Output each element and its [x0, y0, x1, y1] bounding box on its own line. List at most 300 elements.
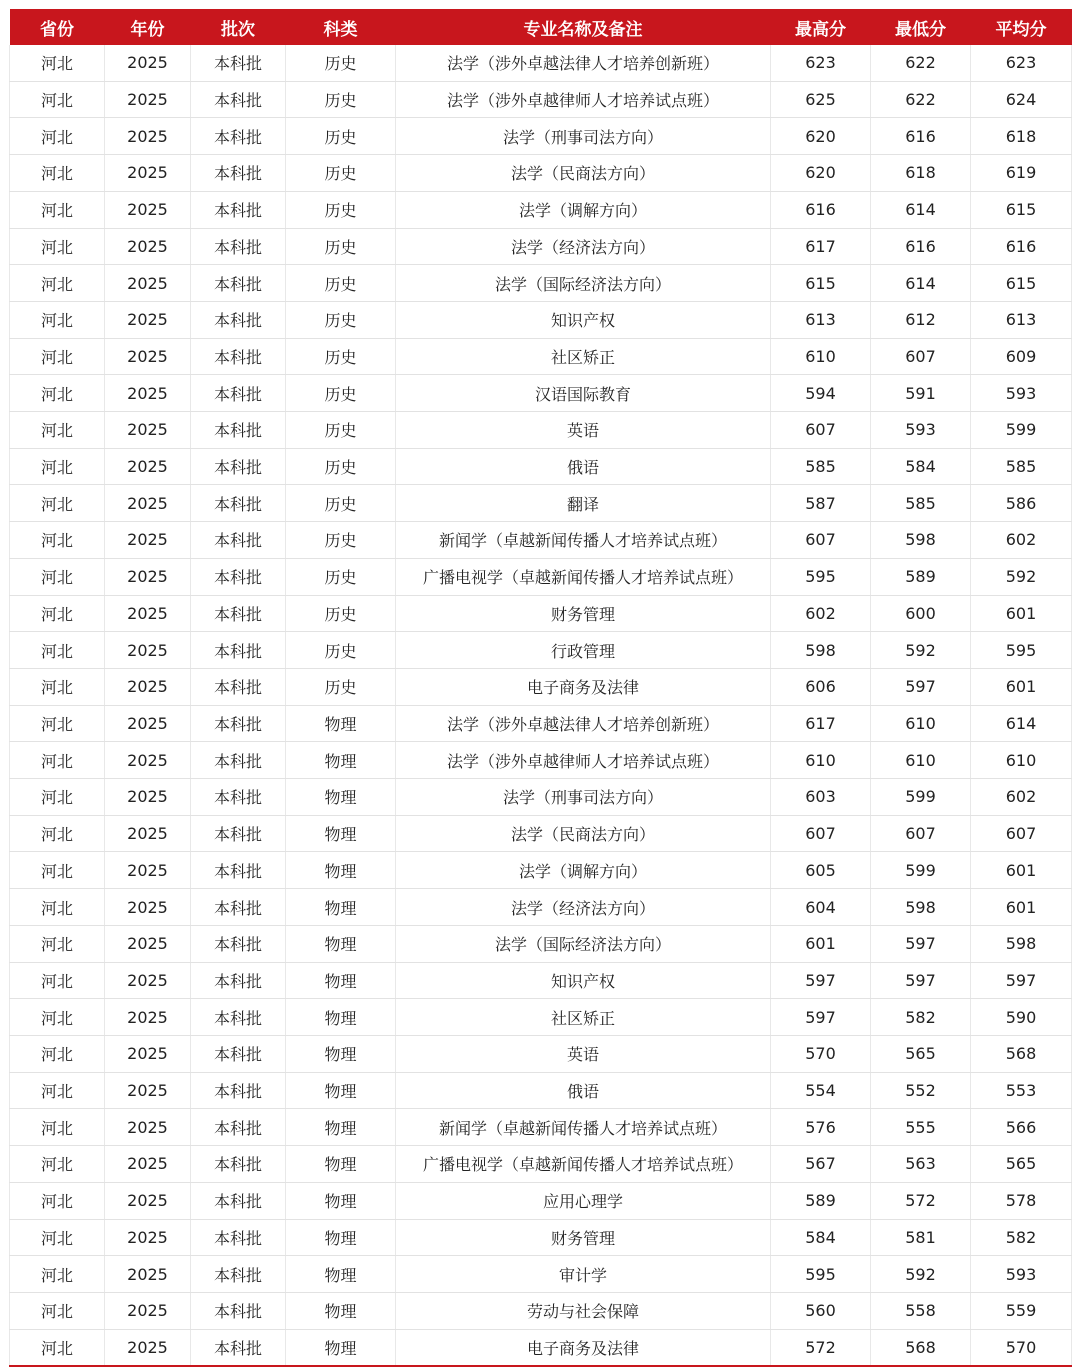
cell-batch: 本科批: [191, 1329, 286, 1366]
cell-subject-category: 物理: [286, 889, 396, 926]
cell-max-score: 585: [771, 448, 871, 485]
cell-subject-category: 历史: [286, 191, 396, 228]
table-row: [10, 228, 1072, 265]
cell-year: 2025: [105, 705, 191, 742]
table-row: [10, 375, 1072, 412]
cell-batch: 本科批: [191, 301, 286, 338]
cell-min-score: 598: [871, 889, 971, 926]
table-row: [10, 852, 1072, 889]
cell-min-score: 565: [871, 1035, 971, 1072]
cell-avg-score: 613: [971, 301, 1072, 338]
cell-avg-score: 592: [971, 558, 1072, 595]
cell-batch: 本科批: [191, 375, 286, 412]
cell-min-score: 597: [871, 668, 971, 705]
cell-max-score: 620: [771, 155, 871, 192]
cell-max-score: 554: [771, 1072, 871, 1109]
cell-major-name: 知识产权: [396, 962, 771, 999]
cell-min-score: 572: [871, 1182, 971, 1219]
cell-province: 河北: [10, 705, 105, 742]
cell-batch: 本科批: [191, 1146, 286, 1183]
cell-batch: 本科批: [191, 1109, 286, 1146]
cell-max-score: 607: [771, 522, 871, 559]
table-body: [10, 45, 1072, 1366]
cell-year: 2025: [105, 265, 191, 302]
cell-year: 2025: [105, 301, 191, 338]
cell-min-score: 610: [871, 742, 971, 779]
cell-year: 2025: [105, 1072, 191, 1109]
cell-year: 2025: [105, 962, 191, 999]
cell-major-name: 法学（刑事司法方向）: [396, 118, 771, 155]
cell-avg-score: 615: [971, 265, 1072, 302]
cell-year: 2025: [105, 1329, 191, 1366]
cell-subject-category: 物理: [286, 815, 396, 852]
cell-major-name: 新闻学（卓越新闻传播人才培养试点班）: [396, 1109, 771, 1146]
cell-avg-score: 590: [971, 999, 1072, 1036]
cell-avg-score: 601: [971, 595, 1072, 632]
cell-subject-category: 物理: [286, 705, 396, 742]
cell-province: 河北: [10, 962, 105, 999]
cell-max-score: 567: [771, 1146, 871, 1183]
cell-min-score: 607: [871, 338, 971, 375]
cell-major-name: 法学（涉外卓越法律人才培养创新班）: [396, 705, 771, 742]
cell-year: 2025: [105, 522, 191, 559]
cell-major-name: 知识产权: [396, 301, 771, 338]
cell-batch: 本科批: [191, 632, 286, 669]
cell-major-name: 法学（刑事司法方向）: [396, 779, 771, 816]
cell-max-score: 598: [771, 632, 871, 669]
cell-avg-score: 616: [971, 228, 1072, 265]
cell-batch: 本科批: [191, 999, 286, 1036]
cell-batch: 本科批: [191, 962, 286, 999]
cell-province: 河北: [10, 118, 105, 155]
cell-subject-category: 历史: [286, 265, 396, 302]
cell-min-score: 622: [871, 81, 971, 118]
cell-province: 河北: [10, 375, 105, 412]
table-row: [10, 962, 1072, 999]
cell-min-score: 591: [871, 375, 971, 412]
cell-subject-category: 历史: [286, 301, 396, 338]
cell-province: 河北: [10, 889, 105, 926]
cell-avg-score: 601: [971, 852, 1072, 889]
table-row: [10, 1109, 1072, 1146]
table-row: [10, 1219, 1072, 1256]
cell-major-name: 俄语: [396, 1072, 771, 1109]
cell-batch: 本科批: [191, 81, 286, 118]
cell-major-name: 劳动与社会保障: [396, 1292, 771, 1329]
cell-year: 2025: [105, 375, 191, 412]
cell-province: 河北: [10, 412, 105, 449]
cell-province: 河北: [10, 191, 105, 228]
table-row: [10, 1146, 1072, 1183]
cell-subject-category: 物理: [286, 925, 396, 962]
cell-subject-category: 历史: [286, 668, 396, 705]
cell-subject-category: 物理: [286, 1292, 396, 1329]
table-row: [10, 889, 1072, 926]
cell-province: 河北: [10, 45, 105, 81]
cell-major-name: 审计学: [396, 1256, 771, 1293]
cell-province: 河北: [10, 448, 105, 485]
cell-year: 2025: [105, 925, 191, 962]
cell-max-score: 613: [771, 301, 871, 338]
cell-max-score: 616: [771, 191, 871, 228]
cell-min-score: 612: [871, 301, 971, 338]
table-row: [10, 412, 1072, 449]
table-row: [10, 815, 1072, 852]
cell-avg-score: 559: [971, 1292, 1072, 1329]
cell-major-name: 广播电视学（卓越新闻传播人才培养试点班）: [396, 1146, 771, 1183]
cell-avg-score: 619: [971, 155, 1072, 192]
cell-max-score: 620: [771, 118, 871, 155]
cell-avg-score: 553: [971, 1072, 1072, 1109]
cell-subject-category: 历史: [286, 118, 396, 155]
cell-min-score: 581: [871, 1219, 971, 1256]
table-row: [10, 155, 1072, 192]
cell-batch: 本科批: [191, 412, 286, 449]
cell-batch: 本科批: [191, 228, 286, 265]
cell-min-score: 599: [871, 779, 971, 816]
cell-batch: 本科批: [191, 155, 286, 192]
cell-year: 2025: [105, 1109, 191, 1146]
table-row: [10, 81, 1072, 118]
cell-year: 2025: [105, 155, 191, 192]
table-row: [10, 265, 1072, 302]
table-row: [10, 191, 1072, 228]
cell-avg-score: 593: [971, 375, 1072, 412]
header-province: 省份: [10, 9, 105, 45]
cell-province: 河北: [10, 999, 105, 1036]
cell-province: 河北: [10, 1035, 105, 1072]
cell-max-score: 595: [771, 1256, 871, 1293]
cell-max-score: 587: [771, 485, 871, 522]
cell-avg-score: 615: [971, 191, 1072, 228]
header-min-score: 最低分: [871, 9, 971, 45]
cell-year: 2025: [105, 1292, 191, 1329]
table-header: [10, 9, 1072, 45]
cell-batch: 本科批: [191, 558, 286, 595]
cell-province: 河北: [10, 1219, 105, 1256]
cell-min-score: 552: [871, 1072, 971, 1109]
cell-year: 2025: [105, 191, 191, 228]
cell-major-name: 法学（涉外卓越律师人才培养试点班）: [396, 81, 771, 118]
cell-batch: 本科批: [191, 448, 286, 485]
cell-year: 2025: [105, 558, 191, 595]
cell-avg-score: 601: [971, 889, 1072, 926]
cell-max-score: 601: [771, 925, 871, 962]
cell-subject-category: 历史: [286, 595, 396, 632]
cell-year: 2025: [105, 1256, 191, 1293]
cell-major-name: 财务管理: [396, 1219, 771, 1256]
cell-max-score: 576: [771, 1109, 871, 1146]
cell-major-name: 社区矫正: [396, 999, 771, 1036]
cell-min-score: 616: [871, 118, 971, 155]
table-row: [10, 448, 1072, 485]
header-avg-score: 平均分: [971, 9, 1072, 45]
header-batch: 批次: [191, 9, 286, 45]
cell-major-name: 法学（调解方向）: [396, 852, 771, 889]
cell-subject-category: 物理: [286, 962, 396, 999]
cell-province: 河北: [10, 558, 105, 595]
cell-max-score: 625: [771, 81, 871, 118]
cell-avg-score: 602: [971, 522, 1072, 559]
cell-batch: 本科批: [191, 925, 286, 962]
cell-max-score: 597: [771, 962, 871, 999]
header-major-name: 专业名称及备注: [396, 9, 771, 45]
cell-subject-category: 历史: [286, 522, 396, 559]
cell-subject-category: 历史: [286, 412, 396, 449]
cell-min-score: 585: [871, 485, 971, 522]
cell-batch: 本科批: [191, 595, 286, 632]
cell-subject-category: 历史: [286, 558, 396, 595]
cell-avg-score: 570: [971, 1329, 1072, 1366]
table-row: [10, 118, 1072, 155]
cell-major-name: 电子商务及法律: [396, 668, 771, 705]
cell-major-name: 广播电视学（卓越新闻传播人才培养试点班）: [396, 558, 771, 595]
cell-avg-score: 601: [971, 668, 1072, 705]
cell-min-score: 592: [871, 632, 971, 669]
cell-major-name: 英语: [396, 412, 771, 449]
cell-batch: 本科批: [191, 668, 286, 705]
cell-year: 2025: [105, 779, 191, 816]
cell-min-score: 558: [871, 1292, 971, 1329]
cell-province: 河北: [10, 815, 105, 852]
cell-avg-score: 566: [971, 1109, 1072, 1146]
cell-subject-category: 历史: [286, 45, 396, 81]
cell-min-score: 618: [871, 155, 971, 192]
cell-major-name: 法学（经济法方向）: [396, 228, 771, 265]
cell-max-score: 570: [771, 1035, 871, 1072]
cell-max-score: 594: [771, 375, 871, 412]
cell-min-score: 555: [871, 1109, 971, 1146]
cell-max-score: 610: [771, 338, 871, 375]
cell-major-name: 法学（国际经济法方向）: [396, 925, 771, 962]
table-row: [10, 925, 1072, 962]
cell-max-score: 607: [771, 412, 871, 449]
cell-avg-score: 578: [971, 1182, 1072, 1219]
cell-avg-score: 595: [971, 632, 1072, 669]
cell-major-name: 法学（国际经济法方向）: [396, 265, 771, 302]
cell-year: 2025: [105, 632, 191, 669]
cell-year: 2025: [105, 668, 191, 705]
table-row: [10, 999, 1072, 1036]
cell-year: 2025: [105, 81, 191, 118]
cell-batch: 本科批: [191, 705, 286, 742]
cell-year: 2025: [105, 485, 191, 522]
cell-subject-category: 物理: [286, 852, 396, 889]
cell-major-name: 法学（经济法方向）: [396, 889, 771, 926]
cell-year: 2025: [105, 228, 191, 265]
cell-avg-score: 585: [971, 448, 1072, 485]
cell-major-name: 社区矫正: [396, 338, 771, 375]
cell-batch: 本科批: [191, 118, 286, 155]
cell-subject-category: 物理: [286, 999, 396, 1036]
cell-province: 河北: [10, 1329, 105, 1366]
cell-province: 河北: [10, 155, 105, 192]
cell-batch: 本科批: [191, 1219, 286, 1256]
cell-max-score: 560: [771, 1292, 871, 1329]
cell-max-score: 589: [771, 1182, 871, 1219]
cell-subject-category: 物理: [286, 1035, 396, 1072]
cell-min-score: 568: [871, 1329, 971, 1366]
table-row: [10, 338, 1072, 375]
cell-year: 2025: [105, 1035, 191, 1072]
cell-avg-score: 593: [971, 1256, 1072, 1293]
cell-batch: 本科批: [191, 485, 286, 522]
cell-year: 2025: [105, 448, 191, 485]
cell-major-name: 法学（涉外卓越法律人才培养创新班）: [396, 45, 771, 81]
cell-min-score: 607: [871, 815, 971, 852]
cell-max-score: 623: [771, 45, 871, 81]
cell-province: 河北: [10, 1146, 105, 1183]
cell-batch: 本科批: [191, 1182, 286, 1219]
cell-year: 2025: [105, 889, 191, 926]
cell-max-score: 604: [771, 889, 871, 926]
cell-avg-score: 586: [971, 485, 1072, 522]
table-row: [10, 632, 1072, 669]
cell-subject-category: 历史: [286, 485, 396, 522]
table-row: [10, 485, 1072, 522]
cell-min-score: 598: [871, 522, 971, 559]
header-subject-category: 科类: [286, 9, 396, 45]
table-row: [10, 1256, 1072, 1293]
cell-province: 河北: [10, 595, 105, 632]
cell-province: 河北: [10, 632, 105, 669]
cell-min-score: 563: [871, 1146, 971, 1183]
cell-major-name: 法学（涉外卓越律师人才培养试点班）: [396, 742, 771, 779]
cell-subject-category: 历史: [286, 448, 396, 485]
cell-min-score: 614: [871, 265, 971, 302]
cell-min-score: 593: [871, 412, 971, 449]
cell-subject-category: 历史: [286, 632, 396, 669]
cell-province: 河北: [10, 522, 105, 559]
cell-subject-category: 物理: [286, 1329, 396, 1366]
cell-batch: 本科批: [191, 45, 286, 81]
cell-avg-score: 568: [971, 1035, 1072, 1072]
cell-max-score: 606: [771, 668, 871, 705]
cell-avg-score: 597: [971, 962, 1072, 999]
table-row: [10, 1182, 1072, 1219]
cell-avg-score: 565: [971, 1146, 1072, 1183]
cell-year: 2025: [105, 412, 191, 449]
cell-subject-category: 历史: [286, 81, 396, 118]
cell-min-score: 622: [871, 45, 971, 81]
admission-scores-table-container: [9, 9, 1071, 1367]
cell-batch: 本科批: [191, 889, 286, 926]
cell-avg-score: 614: [971, 705, 1072, 742]
cell-major-name: 俄语: [396, 448, 771, 485]
cell-batch: 本科批: [191, 779, 286, 816]
cell-major-name: 翻译: [396, 485, 771, 522]
cell-subject-category: 物理: [286, 1146, 396, 1183]
cell-subject-category: 物理: [286, 1182, 396, 1219]
cell-min-score: 614: [871, 191, 971, 228]
cell-subject-category: 物理: [286, 742, 396, 779]
cell-batch: 本科批: [191, 1072, 286, 1109]
cell-province: 河北: [10, 81, 105, 118]
header-row: [10, 9, 1072, 45]
cell-max-score: 610: [771, 742, 871, 779]
cell-avg-score: 610: [971, 742, 1072, 779]
table-row: [10, 522, 1072, 559]
cell-max-score: 605: [771, 852, 871, 889]
cell-year: 2025: [105, 595, 191, 632]
cell-batch: 本科批: [191, 338, 286, 375]
cell-max-score: 602: [771, 595, 871, 632]
cell-max-score: 584: [771, 1219, 871, 1256]
cell-subject-category: 物理: [286, 1109, 396, 1146]
cell-major-name: 法学（调解方向）: [396, 191, 771, 228]
cell-province: 河北: [10, 1256, 105, 1293]
cell-year: 2025: [105, 45, 191, 81]
cell-max-score: 595: [771, 558, 871, 595]
cell-batch: 本科批: [191, 191, 286, 228]
cell-province: 河北: [10, 925, 105, 962]
cell-batch: 本科批: [191, 1256, 286, 1293]
cell-major-name: 法学（民商法方向）: [396, 155, 771, 192]
cell-max-score: 603: [771, 779, 871, 816]
cell-batch: 本科批: [191, 265, 286, 302]
cell-major-name: 电子商务及法律: [396, 1329, 771, 1366]
cell-province: 河北: [10, 668, 105, 705]
cell-province: 河北: [10, 485, 105, 522]
cell-max-score: 607: [771, 815, 871, 852]
cell-year: 2025: [105, 338, 191, 375]
cell-province: 河北: [10, 301, 105, 338]
table-row: [10, 1329, 1072, 1366]
cell-major-name: 行政管理: [396, 632, 771, 669]
cell-subject-category: 物理: [286, 1219, 396, 1256]
cell-year: 2025: [105, 852, 191, 889]
cell-subject-category: 物理: [286, 779, 396, 816]
cell-year: 2025: [105, 999, 191, 1036]
header-max-score: 最高分: [771, 9, 871, 45]
cell-avg-score: 598: [971, 925, 1072, 962]
cell-min-score: 597: [871, 962, 971, 999]
cell-subject-category: 物理: [286, 1072, 396, 1109]
cell-year: 2025: [105, 118, 191, 155]
cell-avg-score: 618: [971, 118, 1072, 155]
cell-min-score: 599: [871, 852, 971, 889]
cell-major-name: 应用心理学: [396, 1182, 771, 1219]
cell-avg-score: 624: [971, 81, 1072, 118]
cell-min-score: 616: [871, 228, 971, 265]
cell-year: 2025: [105, 1146, 191, 1183]
table-row: [10, 45, 1072, 81]
cell-min-score: 589: [871, 558, 971, 595]
cell-province: 河北: [10, 779, 105, 816]
cell-max-score: 617: [771, 705, 871, 742]
cell-subject-category: 物理: [286, 1256, 396, 1293]
cell-province: 河北: [10, 1292, 105, 1329]
cell-max-score: 615: [771, 265, 871, 302]
cell-major-name: 汉语国际教育: [396, 375, 771, 412]
cell-subject-category: 历史: [286, 155, 396, 192]
cell-major-name: 英语: [396, 1035, 771, 1072]
cell-subject-category: 历史: [286, 338, 396, 375]
cell-subject-category: 历史: [286, 228, 396, 265]
cell-batch: 本科批: [191, 522, 286, 559]
cell-min-score: 610: [871, 705, 971, 742]
cell-avg-score: 582: [971, 1219, 1072, 1256]
table-row: [10, 779, 1072, 816]
table-row: [10, 668, 1072, 705]
cell-province: 河北: [10, 265, 105, 302]
cell-max-score: 617: [771, 228, 871, 265]
admission-scores-table: [9, 9, 1072, 1367]
cell-province: 河北: [10, 852, 105, 889]
table-row: [10, 595, 1072, 632]
cell-min-score: 597: [871, 925, 971, 962]
cell-avg-score: 623: [971, 45, 1072, 81]
